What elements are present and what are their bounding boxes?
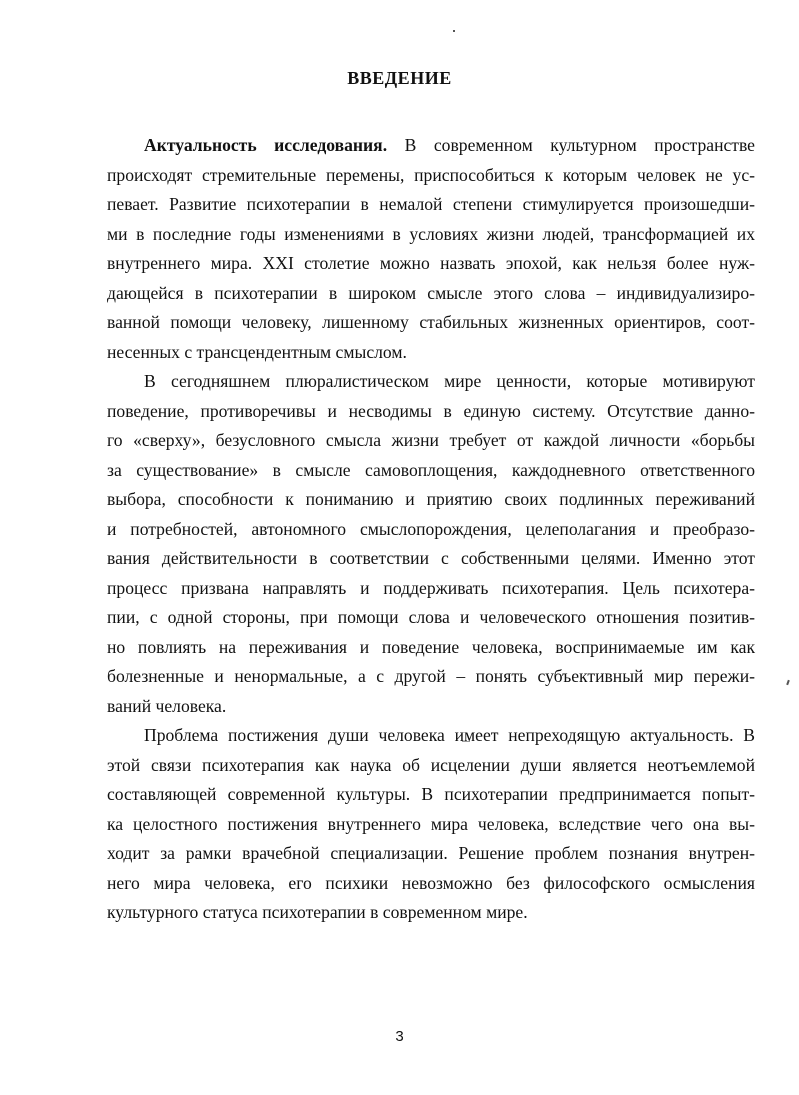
text-line: происходят стремительные перемены, приспособиться к которым человек не ус-	[107, 164, 755, 185]
text-line: ка целостного постижения внутреннего мира человека, вследствие чего она вы-	[107, 813, 755, 834]
text-line: несенных с трансцендентным смыслом.	[107, 341, 407, 362]
text-line: пии, с одной стороны, при помощи слова и человеческого отношения позитив-	[107, 607, 755, 627]
text-line: процесс призвана направлять и поддерживать психотерапия. Цель психотера-	[107, 577, 755, 598]
body-text	[107, 131, 755, 928]
text-line: ванной помощи человеку, лишенному стабильных жизненных ориентиров, соот-	[107, 312, 755, 332]
scan-speck	[786, 680, 790, 685]
page-number: 3	[395, 1028, 404, 1045]
text-line: за существование» в смысле самовоплощения, каждодневного ответственного	[107, 459, 755, 480]
line-text: В современном культурном пространстве	[387, 135, 755, 155]
text-line: вания действительности в соответствии с собственными целями. Именно этот	[107, 548, 755, 568]
text-line: В сегодняшнем плюралистическом мире ценности, которые мотивируют	[144, 371, 755, 391]
paragraph	[107, 131, 755, 367]
scan-speck	[453, 30, 455, 32]
text-line: него мира человека, его психики невозможно без философского осмысления	[107, 872, 755, 893]
text-line: этой связи психотерапия как наука об исцелении души является неотъемлемой	[107, 754, 755, 775]
text-line: болезненные и ненормальные, а с другой – понять субъективный мир пережи-	[107, 666, 755, 686]
text-line: ваний человека.	[107, 695, 227, 716]
text-line: культурного статуса психотерапии в современном мире.	[107, 902, 528, 922]
text-line: внутреннего мира. XXI столетие можно назвать эпохой, как нельзя более нуж-	[107, 253, 755, 273]
text-line: и потребностей, автономного смыслопорождения, целеполагания и преобразо-	[107, 518, 755, 539]
text-line	[107, 131, 755, 161]
text-line: дающейся в психотерапии в широком смысле этого слова – индивидуализиро-	[107, 282, 755, 303]
text-line: Проблема постижения души человека имеет непреходящую актуальность. В	[144, 725, 755, 745]
text-line: выбора, способности к пониманию и приятию своих подлинных переживаний	[107, 489, 755, 509]
text-line: го «сверху», безусловного смысла жизни требует от каждой личности «борьбы	[107, 430, 755, 450]
text-line: певает. Развитие психотерапии в немалой степени стимулируется произошедши-	[107, 194, 755, 214]
page-title: ВВЕДЕНИЕ	[347, 68, 452, 88]
lead-phrase: Актуальность исследования.	[144, 135, 388, 155]
paragraph	[107, 721, 755, 928]
text-line: ми в последние годы изменениями в условиях жизни людей, трансформацией их	[107, 223, 755, 244]
text-line: составляющей современной культуры. В психотерапии предпринимается попыт-	[107, 784, 755, 804]
text-line: но повлиять на переживания и поведение человека, воспринимаемые им как	[107, 636, 755, 657]
paragraph	[107, 367, 755, 721]
text-line: ходит за рамки врачебной специализации. Решение проблем познания внутрен-	[107, 843, 755, 863]
text-line: поведение, противоречивы и несводимы в единую систему. Отсутствие данно-	[107, 400, 755, 421]
